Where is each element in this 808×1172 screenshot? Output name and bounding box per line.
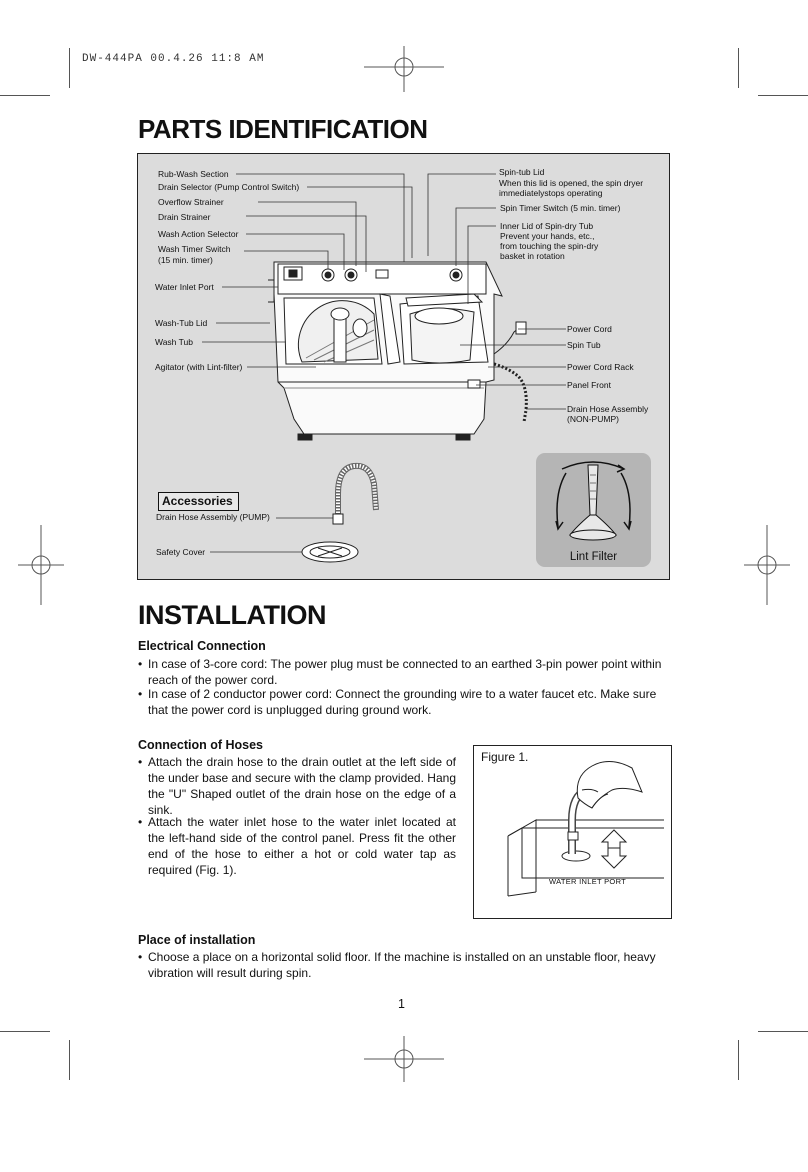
label-inner-lid-note-2: from touching the spin-dry [500, 241, 599, 251]
hoses-bullet-1 [138, 754, 456, 818]
label-inner-lid-note-3: basket in rotation [500, 251, 565, 261]
crop-mark [69, 48, 70, 88]
connection-of-hoses-heading: Connection of Hoses [138, 738, 264, 752]
label-drain-strainer: Drain Strainer [158, 212, 211, 222]
bullet-text: Attach the drain hose to the drain outlet at the left side of the under base and secure with the clamp provided. Hang the "U" Shaped outlet of the drain hose on the edge of a sink. [148, 755, 456, 817]
figure-1-title: Figure 1. [481, 750, 529, 764]
parts-identification-title: PARTS IDENTIFICATION [138, 114, 428, 144]
crop-mark [758, 95, 808, 96]
crop-mark [69, 1040, 70, 1080]
bullet-text: In case of 3-core cord: The power plug must be connected to an earthed 3-pin power point within reach of the power cord. [148, 657, 662, 687]
label-water-inlet-port: Water Inlet Port [155, 282, 214, 292]
label-inner-lid-note-1: Prevent your hands, etc., [500, 231, 595, 241]
accessories-title: Accessories [158, 492, 239, 511]
label-drain-hose-pump: Drain Hose Assembly (PUMP) [156, 512, 270, 522]
bullet-icon: • [138, 755, 143, 769]
label-wash-timer-switch: Wash Timer Switch [158, 244, 231, 254]
label-spin-tub-lid: Spin-tub Lid [499, 167, 545, 177]
registration-mark-icon [18, 525, 64, 605]
registration-mark-icon [364, 1036, 444, 1082]
bullet-icon: • [138, 815, 143, 829]
lint-filter-panel [536, 453, 651, 567]
bullet-icon: • [138, 687, 143, 701]
crop-mark [758, 1031, 808, 1032]
registration-mark-icon [364, 46, 444, 92]
label-inner-lid: Inner Lid of Spin-dry Tub [500, 221, 594, 231]
label-power-cord: Power Cord [567, 324, 612, 334]
hoses-bullet-2 [138, 814, 456, 878]
label-spin-tub-lid-note-1: When this lid is opened, the spin dryer [499, 178, 644, 188]
label-drain-hose-assembly: Drain Hose Assembly [567, 404, 649, 414]
figure-1 [473, 745, 672, 919]
lint-filter-label: Lint Filter [569, 551, 618, 563]
installation-title: INSTALLATION [138, 600, 326, 630]
figure-1-caption: WATER INLET PORT [549, 877, 627, 886]
bullet-text: Attach the water inlet hose to the water inlet located at the left-hand side of the control panel. Press fit the other end of the hose to either a hot or cold water tap as required (Fig. 1). [148, 815, 456, 877]
label-drain-hose-non-pump: (NON-PUMP) [567, 414, 619, 424]
crop-mark [0, 95, 50, 96]
place-of-installation-heading: Place of installation [138, 933, 256, 947]
bullet-icon: • [138, 950, 143, 964]
parts-diagram-panel [137, 153, 670, 580]
label-wash-tub: Wash Tub [155, 337, 193, 347]
crop-mark [738, 48, 739, 88]
label-power-cord-rack: Power Cord Rack [567, 362, 634, 372]
bullet-text: Choose a place on a horizontal solid floor. If the machine is installed on an unstable floor, heavy vibration will result during spin. [148, 950, 656, 980]
electrical-bullet-2 [138, 686, 668, 718]
bullet-icon: • [138, 657, 143, 671]
lint-filter-icon [536, 453, 651, 553]
label-overflow-strainer: Overflow Strainer [158, 197, 224, 207]
place-bullet-1 [138, 949, 668, 981]
label-spin-timer-switch: Spin Timer Switch (5 min. timer) [500, 203, 621, 213]
label-spin-tub: Spin Tub [567, 340, 601, 350]
label-drain-selector: Drain Selector (Pump Control Switch) [158, 182, 300, 192]
registration-mark-icon [744, 525, 790, 605]
electrical-bullet-1 [138, 656, 668, 688]
label-spin-tub-lid-note-2: immediatelystops operating [499, 188, 603, 198]
bullet-text: In case of 2 conductor power cord: Connect the grounding wire to a water faucet etc. Make sure that the power cord is unplugged during ground work. [148, 687, 657, 717]
water-inlet-illustration [474, 746, 672, 919]
crop-mark [738, 1040, 739, 1080]
file-stamp: DW-444PA 00.4.26 11:8 AM [82, 53, 265, 65]
page-number: 1 [398, 997, 405, 1011]
label-wash-tub-lid: Wash-Tub Lid [155, 318, 208, 328]
label-wash-action-selector: Wash Action Selector [158, 229, 239, 239]
label-panel-front: Panel Front [567, 380, 611, 390]
electrical-connection-heading: Electrical Connection [138, 639, 266, 653]
label-agitator: Agitator (with Lint-filter) [155, 362, 243, 372]
label-rub-wash-section: Rub-Wash Section [158, 169, 229, 179]
crop-mark [0, 1031, 50, 1032]
label-wash-timer-note: (15 min. timer) [158, 255, 213, 265]
label-safety-cover: Safety Cover [156, 547, 206, 557]
